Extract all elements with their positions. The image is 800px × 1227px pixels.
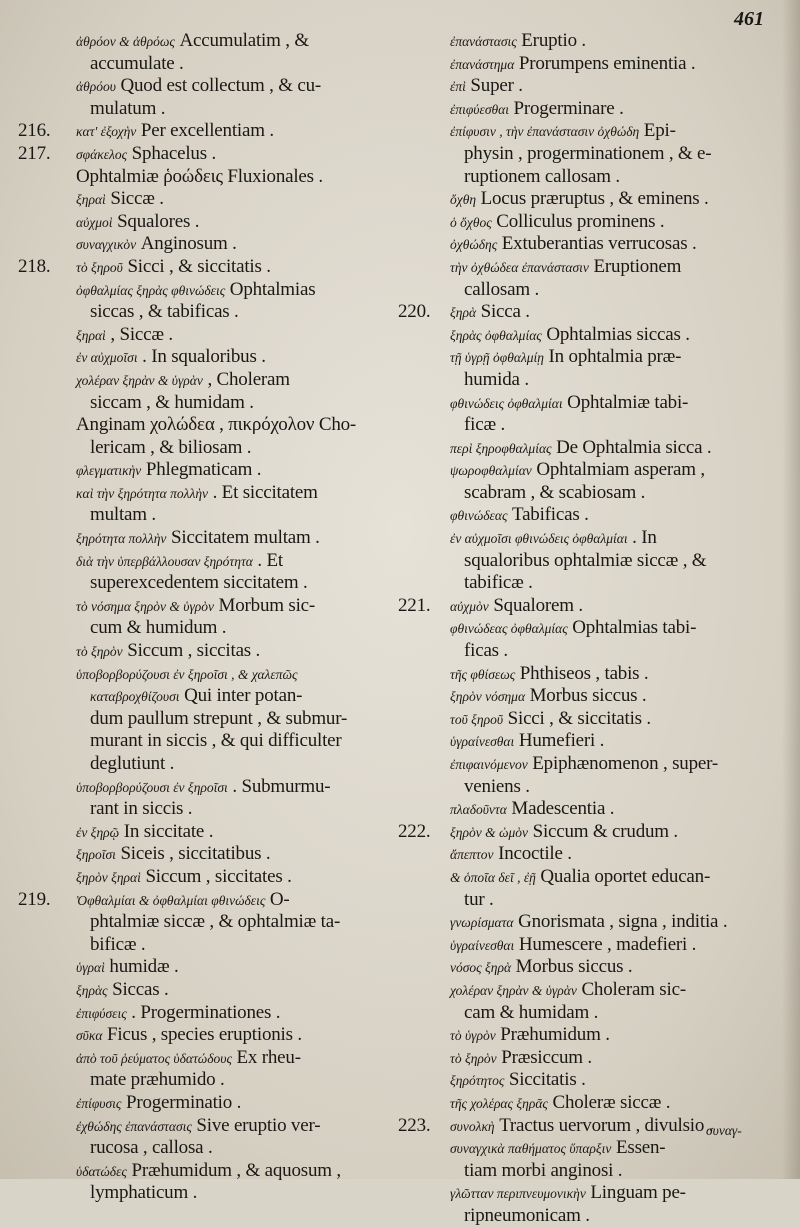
latin-gloss: Ophtalmiæ tabi- (567, 391, 689, 413)
entry-number: 222. (398, 820, 431, 842)
latin-gloss: Per excellentiam . (140, 120, 274, 142)
entry-number: 219. (18, 888, 51, 910)
latin-gloss: rucosa , callosa . (90, 1137, 213, 1159)
entry-line (398, 527, 782, 550)
latin-gloss: Siccum & crudum . (532, 820, 678, 842)
entry-line (18, 753, 390, 776)
greek-term: ξηραὶ (76, 192, 106, 208)
latin-gloss: Sive eruptio ver- (196, 1114, 321, 1136)
entry-line (398, 211, 782, 234)
entry-line (18, 414, 390, 437)
entry-number: 218. (18, 255, 51, 277)
greek-term: ὑποβορβορύζουσι ἐν ξηροῖσι (76, 779, 228, 795)
latin-gloss: Sphacelus . (131, 142, 216, 164)
entry-line (398, 1092, 782, 1115)
greek-term: περὶ ξηροφθαλμίας (450, 440, 552, 456)
entry-line (18, 1024, 390, 1047)
entry-line (398, 166, 782, 189)
greek-term: ὀχθώδης (450, 237, 498, 253)
greek-term: ξηρότητα πολλὴν (76, 531, 167, 547)
entry-line (18, 889, 390, 912)
latin-gloss: Incoctile . (498, 843, 572, 865)
latin-gloss: Siccas . (112, 978, 169, 1000)
entry-line (18, 979, 390, 1002)
latin-gloss: dum paullum strepunt , & submur- (90, 707, 348, 729)
entry-line (398, 956, 782, 979)
left-column (18, 30, 390, 1205)
entry-line (18, 776, 390, 799)
greek-term: γλῶτταν περιπνευμονικὴν (450, 1186, 586, 1202)
entry-line (18, 956, 390, 979)
greek-term: καὶ τὴν ξηρότητα πολλὴν (76, 485, 209, 501)
greek-term: τὸ ὑγρὸν (450, 1028, 496, 1044)
entry-line (18, 301, 390, 324)
latin-gloss: Tabificas . (511, 504, 589, 526)
latin-gloss: rant in siccis . (90, 798, 193, 820)
entry-line (398, 1182, 782, 1205)
latin-gloss: Ophtalmias siccas . (546, 323, 690, 345)
latin-gloss: Morbus siccus . (529, 685, 647, 707)
latin-gloss: Gnorismata , signa , inditia . (518, 911, 728, 933)
latin-gloss: ficæ . (464, 414, 506, 436)
entry-line (18, 843, 390, 866)
greek-term: ξηρὸν & ὠμὸν (450, 824, 529, 840)
latin-gloss: Choleram sic- (581, 978, 686, 1000)
latin-gloss: Siccæ . (110, 188, 164, 210)
latin-gloss: Anginam χολώδεα , πικρόχολον Cho- (76, 414, 357, 436)
entry-line (18, 233, 390, 256)
latin-gloss: Colliculus prominens . (496, 210, 665, 232)
entry-line (18, 730, 390, 753)
right-column (398, 30, 782, 1227)
latin-gloss: Siccitatem multam . (171, 527, 320, 549)
entry-number: 223. (398, 1114, 431, 1136)
latin-gloss: Prorumpens eminentia . (518, 52, 696, 74)
latin-gloss: Eruptio . (521, 30, 586, 51)
latin-gloss: accumulate . (90, 52, 184, 74)
latin-gloss: Choleræ siccæ . (552, 1091, 671, 1113)
entry-number: 216. (18, 120, 51, 142)
entry-line (18, 98, 390, 121)
entry-line (18, 663, 390, 686)
entry-line (18, 392, 390, 415)
latin-gloss: humida . (464, 368, 529, 390)
entry-line (398, 843, 782, 866)
greek-term: ὑγραίνεσθαι (450, 734, 515, 750)
latin-gloss: ripneumonicam . (464, 1204, 590, 1226)
greek-term: ξηρὰ (450, 305, 477, 321)
latin-gloss: ruptionem callosam . (464, 165, 620, 187)
entry-line (398, 98, 782, 121)
latin-gloss: bificæ . (90, 933, 146, 955)
greek-term: ξηρότητος (450, 1073, 505, 1089)
entry-line (398, 1160, 782, 1183)
greek-term: ἀθρόου (76, 79, 116, 95)
greek-term: τῆς φθίσεως (450, 666, 516, 682)
entry-line (398, 256, 782, 279)
latin-gloss: Quod est collectum , & cu- (120, 75, 322, 97)
greek-term: συνολκὴ (450, 1118, 495, 1134)
greek-term: ἐπανάστημα (450, 56, 515, 72)
latin-gloss: Humefieri . (518, 730, 605, 752)
greek-term: ἐπίφυσις (76, 1095, 122, 1111)
greek-term: & ὁποῖα δεῖ , ἐῇ (450, 869, 536, 885)
entry-line (398, 617, 782, 640)
entry-line (18, 1069, 390, 1092)
latin-gloss: physin , progerminationem , & e- (464, 142, 712, 164)
greek-term: ἐπιφύσεις (76, 1005, 127, 1021)
greek-term: ἀθρόον & ἀθρόως (76, 34, 175, 49)
entry-line (398, 934, 782, 957)
entry-line (18, 1182, 390, 1205)
entry-line (18, 572, 390, 595)
entry-line (18, 30, 390, 53)
greek-term: τῇ ὑγρῇ ὀφθαλμίῃ (450, 350, 544, 366)
latin-gloss: superexcedentem siccitatem . (90, 572, 308, 594)
entry-line (398, 482, 782, 505)
greek-term: χολέραν ξηρὰν & ὑγρὰν (76, 372, 203, 388)
entry-line (398, 346, 782, 369)
latin-gloss: squaloribus ophtalmiæ siccæ , & (464, 549, 707, 571)
latin-gloss: cum & humidum . (90, 617, 227, 639)
latin-gloss: O- (269, 888, 290, 910)
latin-gloss: De Ophtalmia sicca . (556, 436, 712, 458)
greek-term: αὐχμοὶ (76, 214, 113, 230)
entry-line (18, 459, 390, 482)
entry-line (18, 504, 390, 527)
latin-gloss: Squalores . (117, 210, 200, 232)
greek-term: φλεγματικὴν (76, 463, 142, 479)
entry-line (398, 889, 782, 912)
latin-gloss: veniens . (464, 775, 530, 797)
catchword: συναγ- (706, 1123, 742, 1138)
entry-line (398, 776, 782, 799)
entry-line (18, 934, 390, 957)
entry-line (18, 1002, 390, 1025)
entry-line (398, 1002, 782, 1025)
entry-line (398, 75, 782, 98)
greek-term: ξηρὸν ξηραὶ (76, 869, 141, 885)
latin-gloss: Ophtalmias (229, 278, 316, 300)
entry-line (398, 504, 782, 527)
greek-term: τὸ ξηρὸν (76, 644, 123, 660)
latin-gloss: . In (632, 527, 657, 549)
entry-line (398, 1205, 782, 1227)
latin-gloss: deglutiunt . (90, 753, 175, 774)
latin-gloss: Super . (470, 75, 523, 97)
greek-term: καταβροχθίζουσι (90, 689, 180, 705)
entry-line (18, 1092, 390, 1115)
entry-line (398, 53, 782, 76)
greek-term: ἐπίφυσιν , τὴν ἐπανάστασιν ὀχθώδη (450, 124, 640, 140)
greek-term: ξηρὰς (76, 982, 108, 998)
latin-gloss: . Submurmu- (232, 775, 331, 797)
latin-gloss: siccas , & tabificas . (90, 301, 239, 323)
page-number: 461 (734, 8, 764, 30)
latin-gloss: lymphaticum . (90, 1182, 198, 1204)
latin-gloss: Qualia oportet educan- (540, 865, 711, 887)
entry-line (398, 30, 782, 53)
entry-line (398, 640, 782, 663)
latin-gloss: Essen- (615, 1137, 666, 1159)
entry-number: 220. (398, 301, 431, 323)
latin-gloss: Ophtalmiæ ῥοώδεις Fluxionales . (76, 165, 323, 187)
entry-line (18, 346, 390, 369)
latin-gloss: callosam . (464, 278, 540, 300)
greek-term: ἐν αὐχμοῖσι (76, 350, 138, 366)
latin-gloss: multam . (90, 504, 156, 526)
latin-gloss: Siccitatis . (508, 1069, 586, 1091)
greek-term: ὑγραὶ (76, 960, 105, 976)
latin-gloss: ficas . (464, 640, 508, 662)
greek-term: ὄχθη (450, 192, 477, 208)
entry-line (398, 1069, 782, 1092)
latin-gloss: Ex rheu- (236, 1046, 301, 1068)
entry-line (18, 1115, 390, 1138)
entry-line (18, 120, 390, 143)
latin-gloss: . Et siccitatem (212, 481, 318, 503)
greek-term: νόσος ξηρὰ (450, 960, 512, 976)
latin-gloss: Sicca . (480, 301, 530, 323)
entry-line (398, 459, 782, 482)
latin-gloss: Siccum , siccitas . (127, 640, 261, 662)
greek-term: φθινώδεας (450, 508, 508, 524)
greek-term: Ὀφθαλμίαι & ὀφθαλμίαι φθινώδεις (76, 892, 266, 908)
entry-line (18, 595, 390, 618)
latin-gloss: . Progerminationes . (131, 1001, 281, 1023)
entry-line (18, 821, 390, 844)
entry-line (18, 708, 390, 731)
latin-gloss: tur . (464, 888, 494, 910)
greek-term: τοῦ ξηροῦ (450, 711, 504, 727)
greek-term: πλαδοῦντα (450, 802, 507, 818)
greek-term: ξηροῖσι (76, 847, 116, 863)
entry-line (398, 821, 782, 844)
greek-term: ἐπιφύεσθαι (450, 101, 509, 117)
greek-term: κατ' ἐξοχὴν (76, 124, 137, 140)
entry-line (18, 324, 390, 347)
entry-line (18, 640, 390, 663)
page-edge-shadow (782, 0, 800, 1179)
latin-gloss: mulatum . (90, 97, 166, 119)
entry-line (18, 75, 390, 98)
latin-gloss: Morbum sic- (218, 594, 316, 616)
greek-term: ξηραὶ (76, 327, 106, 343)
greek-term: ἐπιφαινόμενον (450, 757, 528, 772)
latin-gloss: Præhumidum , & aquosum , (131, 1159, 341, 1181)
greek-term: ἐπανάστασις (450, 34, 517, 49)
latin-gloss: Linguam pe- (590, 1182, 686, 1204)
greek-term: χολέραν ξηρὰν & ὑγρὰν (450, 982, 577, 998)
latin-gloss: Siceis , siccitatibus . (120, 843, 271, 865)
entry-line (18, 617, 390, 640)
latin-gloss: Præhumidum . (500, 1024, 610, 1046)
greek-term: φθινώδεις ὀφθαλμίαι (450, 395, 563, 411)
latin-gloss: siccam , & humidam . (90, 391, 254, 413)
entry-line (398, 798, 782, 821)
latin-gloss: Accumulatim , & (179, 30, 309, 51)
entry-line (398, 414, 782, 437)
latin-gloss: mate præhumido . (90, 1069, 225, 1091)
entry-line (398, 188, 782, 211)
latin-gloss: Humescere , madefieri . (518, 933, 697, 955)
entry-line (398, 437, 782, 460)
entry-line (398, 1047, 782, 1070)
entry-line (398, 550, 782, 573)
entry-line (398, 301, 782, 324)
latin-gloss: Ophtalmias tabi- (572, 617, 697, 639)
entry-line (18, 143, 390, 166)
greek-term: ὀφθαλμίας ξηρὰς φθινώδεις (76, 282, 226, 298)
latin-gloss: tabificæ . (464, 572, 533, 594)
entry-line (18, 866, 390, 889)
entry-line (398, 595, 782, 618)
latin-gloss: Sicci , & siccitatis . (127, 255, 271, 277)
entry-line (18, 53, 390, 76)
entry-line (18, 685, 390, 708)
entry-line (398, 572, 782, 595)
greek-term: ὑδατώδες (76, 1163, 127, 1179)
entry-line (398, 866, 782, 889)
entry-line (398, 708, 782, 731)
greek-term: ὑγραίνεσθαι (450, 937, 515, 953)
entry-line (398, 369, 782, 392)
greek-term: φθινώδεας ὀφθαλμίας (450, 621, 568, 637)
latin-gloss: Squalorem . (493, 594, 583, 616)
greek-term: ἐπὶ (450, 79, 466, 95)
latin-gloss: . Et (257, 549, 284, 571)
entry-line (398, 979, 782, 1002)
entry-line (398, 120, 782, 143)
latin-gloss: Eruptionem (593, 255, 682, 277)
greek-term: τῆς χολέρας ξηρᾶς (450, 1095, 548, 1111)
entry-line (398, 753, 782, 776)
entry-line (398, 279, 782, 302)
greek-term: ἐν αὐχμοῖσι φθινώδεις ὀφθαλμίαι (450, 531, 628, 547)
latin-gloss: , Siccæ . (110, 323, 173, 345)
latin-gloss: murant in siccis , & qui difficulter (90, 730, 342, 752)
greek-term: σφάκελος (76, 146, 128, 162)
entry-line (18, 188, 390, 211)
entry-line (398, 1024, 782, 1047)
latin-gloss: In siccitate . (123, 820, 214, 842)
latin-gloss: Ophtalmiam asperam , (536, 459, 705, 481)
entry-line (18, 482, 390, 505)
entry-number: 217. (18, 142, 51, 164)
entry-line (18, 798, 390, 821)
greek-term: τὴν ὀχθώδεα ἐπανάστασιν (450, 259, 589, 275)
entry-line (398, 324, 782, 347)
latin-gloss: , Choleram (207, 368, 290, 390)
latin-gloss: Præsiccum . (501, 1046, 592, 1068)
entry-line (398, 663, 782, 686)
latin-gloss: Anginosum . (140, 233, 237, 255)
entry-line (18, 256, 390, 279)
latin-gloss: Tractus uervorum , divulsio . (499, 1114, 714, 1136)
greek-term: ψωροφθαλμίαν (450, 463, 532, 479)
latin-gloss: phtalmiæ siccæ , & ophtalmiæ ta- (90, 911, 341, 933)
entry-line (18, 1160, 390, 1183)
entry-line (398, 143, 782, 166)
greek-term: ὑποβορβορύζουσι ἐν ξηροῖσι , & χαλεπῶς (76, 666, 298, 682)
greek-term: τὸ ξηροῦ (76, 259, 123, 275)
greek-term: ἄπεπτον (450, 847, 494, 863)
latin-gloss: Ficus , species eruptionis . (106, 1024, 302, 1046)
entry-line (18, 369, 390, 392)
latin-gloss: Sicci , & siccitatis . (507, 707, 651, 729)
greek-term: ξηρὸν νόσημα (450, 689, 526, 705)
latin-gloss: Epiphænomenon , super- (532, 753, 719, 774)
latin-gloss: Progerminare . (513, 97, 624, 119)
entry-line (398, 233, 782, 256)
entry-number: 221. (398, 594, 431, 616)
entry-line (18, 211, 390, 234)
latin-gloss: Extuberantias verrucosas . (501, 233, 697, 255)
latin-gloss: Qui inter potan- (184, 685, 303, 707)
latin-gloss: Morbus siccus . (515, 956, 633, 978)
latin-gloss: Phlegmaticam . (145, 459, 262, 481)
entry-line (18, 911, 390, 934)
greek-term: σῦκα (76, 1028, 103, 1044)
latin-gloss: Epi- (643, 120, 676, 142)
greek-term: τὸ ξηρὸν (450, 1050, 497, 1066)
entry-line (398, 730, 782, 753)
greek-term: ἐν ξηρῷ (76, 824, 120, 840)
latin-gloss: Siccum , siccitates . (145, 865, 292, 887)
greek-term: συναγχικὸν (76, 237, 137, 253)
entry-line (18, 550, 390, 573)
entry-line (398, 392, 782, 415)
greek-term: ὁ ὄχθος (450, 214, 492, 230)
greek-term: γνωρίσματα (450, 915, 514, 931)
greek-term: ξηρὰς ὀφθαλμίας (450, 327, 542, 343)
entry-line (18, 1137, 390, 1160)
latin-gloss: cam & humidam . (464, 1001, 599, 1023)
latin-gloss: lericam , & biliosam . (90, 436, 252, 458)
entry-line (18, 527, 390, 550)
greek-term: ἀπὸ τοῦ ῥεύματος ὑδατώδους (76, 1050, 232, 1066)
latin-gloss: scabram , & scabiosam . (464, 481, 646, 503)
latin-gloss: humidæ . (109, 956, 179, 978)
entry-line (18, 166, 390, 189)
greek-term: ἐχθώδης ἐπανάστασις (76, 1118, 192, 1134)
greek-term: συναγχικὰ παθήματος ὕπαρξιν (450, 1141, 612, 1157)
greek-term: αὐχμὸν (450, 598, 489, 614)
entry-line (398, 685, 782, 708)
latin-gloss: Progerminatio . (125, 1091, 242, 1113)
latin-gloss: Phthiseos , tabis . (519, 662, 649, 684)
latin-gloss: In ophtalmia præ- (548, 346, 682, 368)
latin-gloss: tiam morbi anginosi . (464, 1159, 623, 1181)
latin-gloss: Locus præruptus , & eminens . (480, 188, 709, 210)
entry-line (18, 279, 390, 302)
latin-gloss: Madescentia . (511, 798, 615, 820)
entry-line (18, 1047, 390, 1070)
latin-gloss: . In squaloribus . (142, 346, 266, 368)
greek-term: τὸ νόσημα ξηρὸν & ὑγρὸν (76, 598, 214, 614)
greek-term: διὰ τὴν ὑπερβάλλουσαν ξηρότητα (76, 553, 253, 569)
entry-line (18, 437, 390, 460)
entry-line (398, 911, 782, 934)
